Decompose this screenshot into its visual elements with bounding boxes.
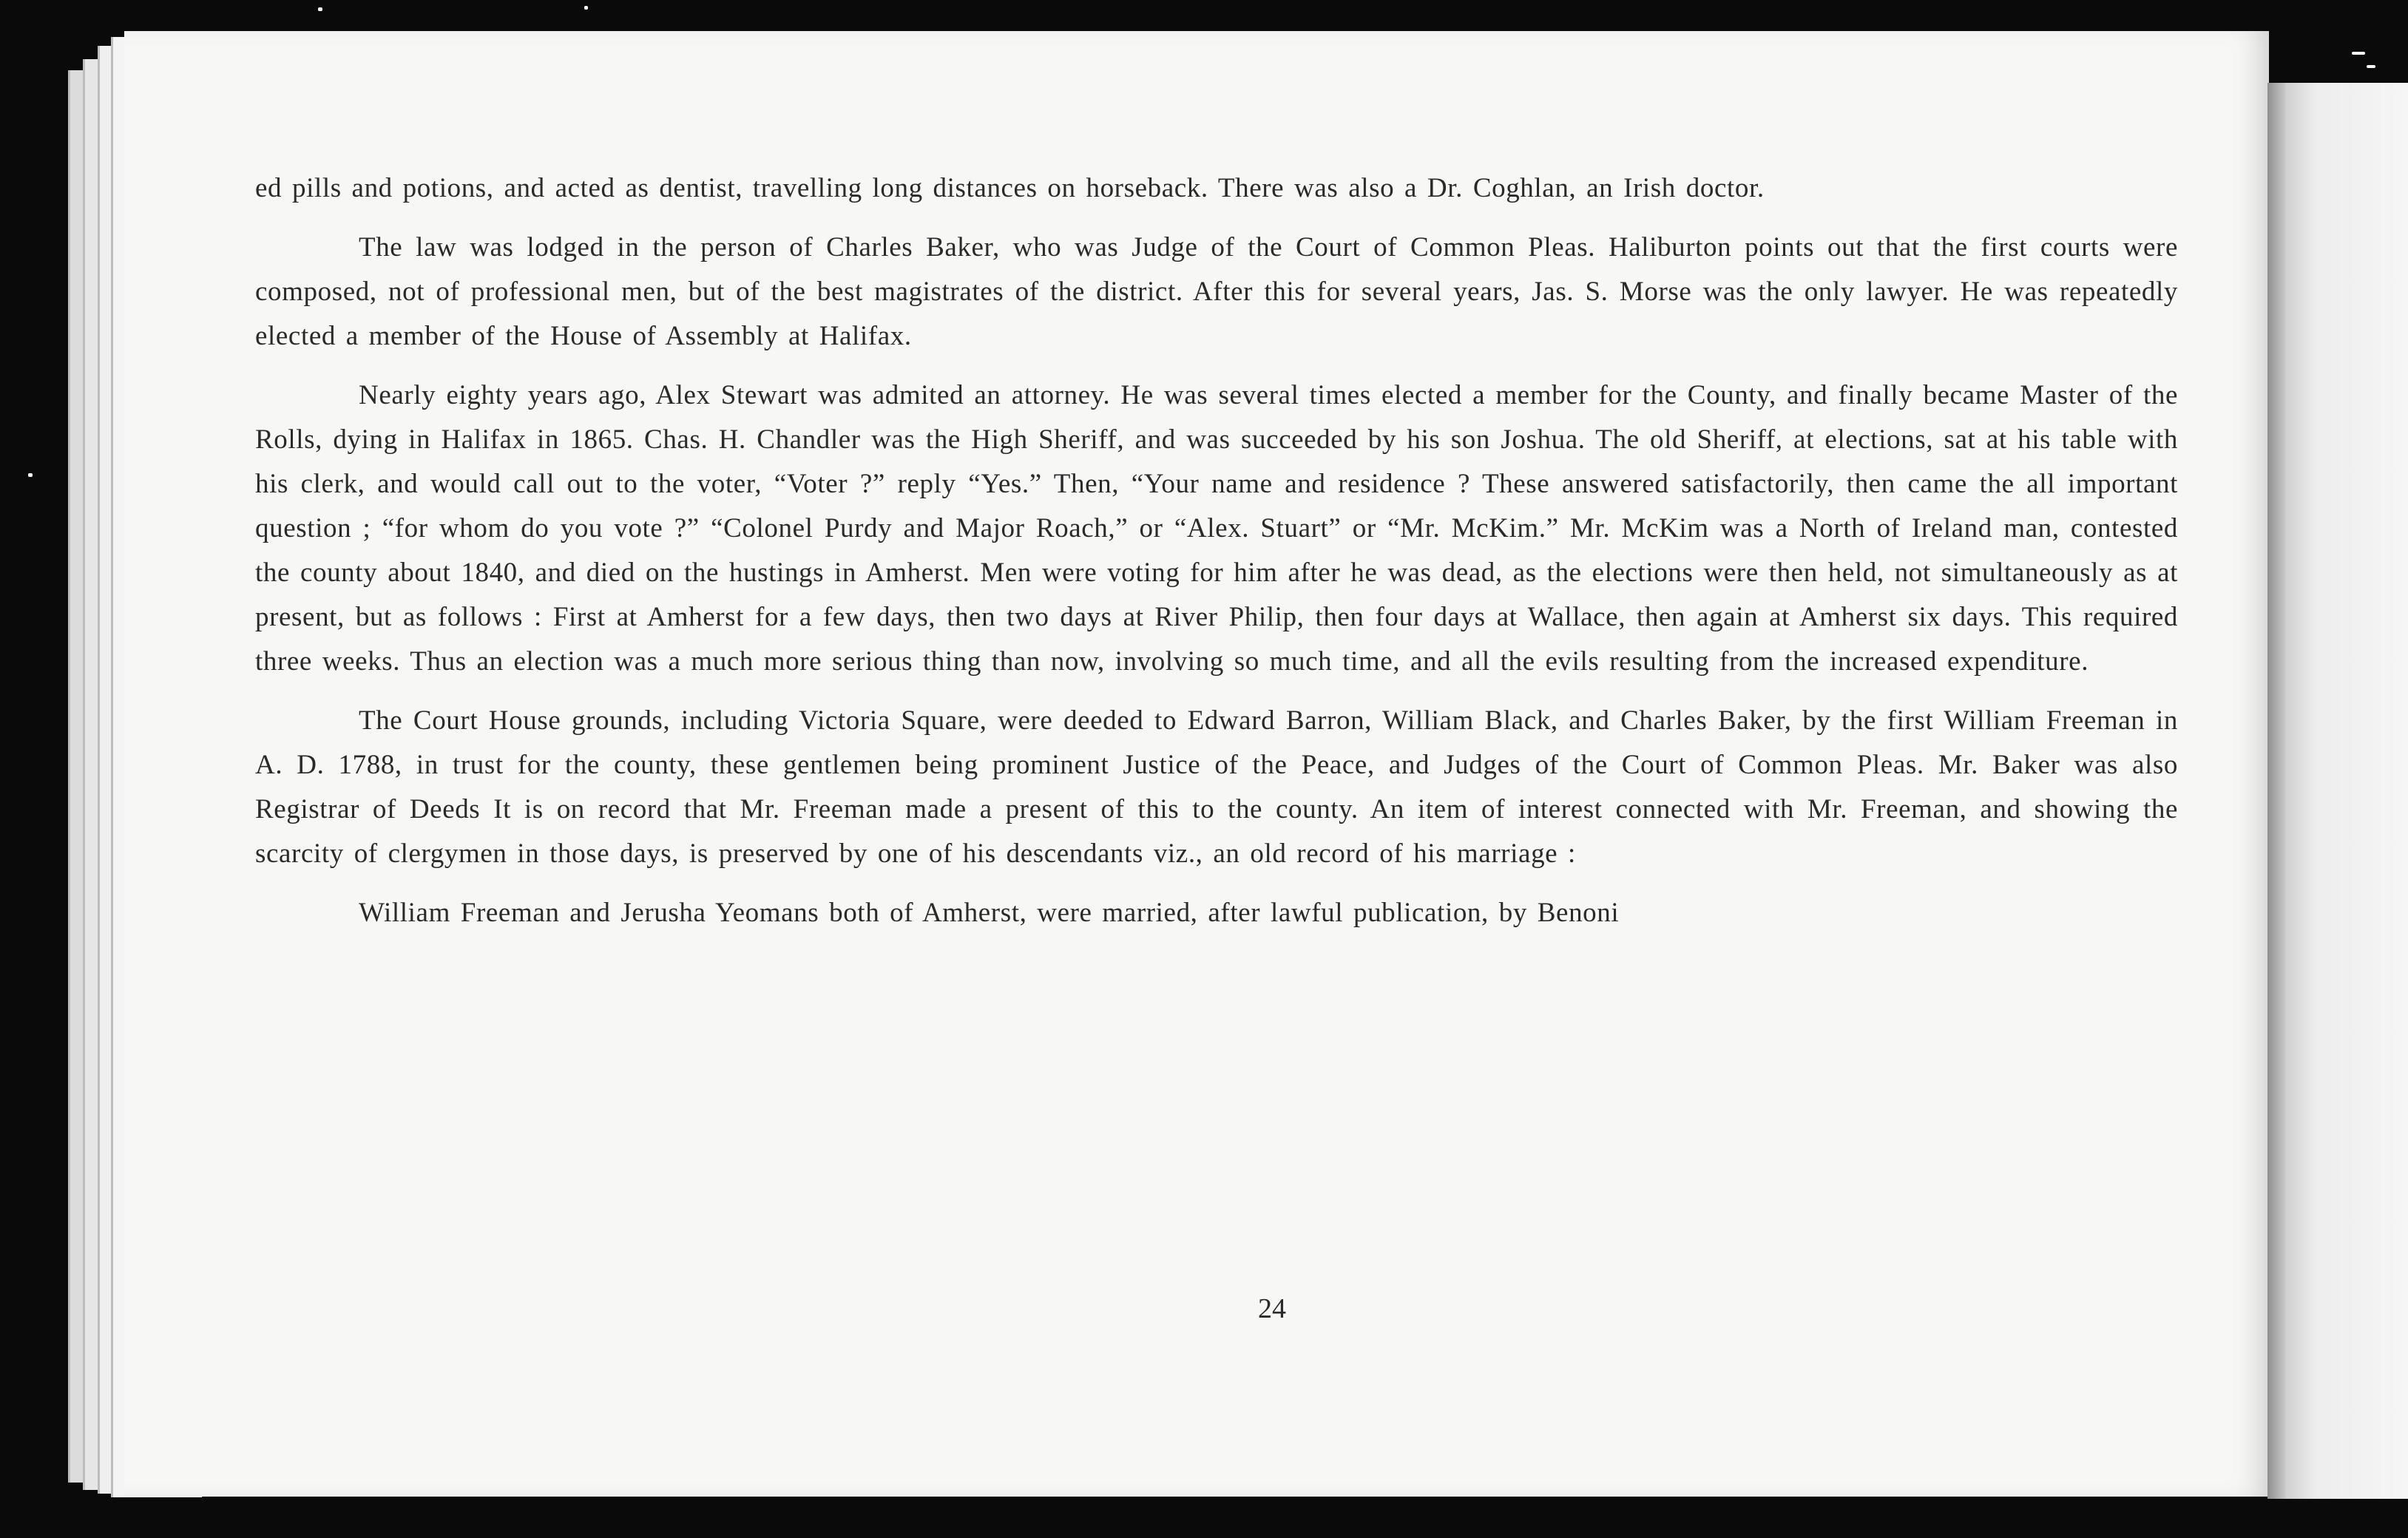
facing-page-edge bbox=[2285, 83, 2408, 1499]
scan-speck bbox=[2367, 65, 2375, 68]
scan-speck bbox=[318, 7, 322, 11]
scan-speck bbox=[28, 473, 33, 477]
book-gutter bbox=[2267, 83, 2285, 1499]
paragraph-2: The law was lodged in the person of Charles Baker, who was Judge of the Court of Common Pleas. Haliburton points out that the first courts were composed, not of professional men, but of the best magistrates of the district. After this for several years, Jas. S. Morse was the only lawyer. He was repeatedly elected a member of the House of Assembly at Halifax. bbox=[255, 232, 2178, 351]
paragraph-4: The Court House grounds, including Victoria Square, were deeded to Edward Barron, William Black, and Charles Baker, by the first William Freeman in A. D. 1788, in trust for the county, these gentlemen being prominent Justice of the Peace, and Judges of the Court of Common Pleas. Mr. Baker was also Registrar of Deeds It is on record that Mr. Freeman made a present of this to the county. An item of interest connected with Mr. Freeman, and showing the scarcity of clergymen in those days, is preserved by one of his descendants viz., an old record of his marriage : bbox=[255, 705, 2178, 869]
page-number: 24 bbox=[1258, 1293, 1286, 1324]
paragraph-3: Nearly eighty years ago, Alex Stewart was admited an attorney. He was several times elected a member for the County, and finally became Master of the Rolls, dying in Halifax in 1865. Chas. H. Chandler was the High Sheriff, and was succeeded by his son Joshua. The old Sheriff, at elections, sat at his table with his clerk, and would call out to the voter, “Voter ?” reply “Yes.” Then, “Your name and residence ? These answered satisfactorily, then came the all important question ; “for whom do you vote ?” “Colonel Purdy and Major Roach,” or “Alex. Stuart” or “Mr. McKim.” Mr. McKim was a North of Ireland man, contested the county about 1840, and died on the hustings in Amherst. Men were voting for him after he was dead, as the elections were then held, not simultaneously as at present, but as follows : First at Amherst for a few days, then two days at River Philip, then four days at Wallace, then again at Amherst six days. This required three weeks. Thus an election was a much more serious thing than now, involving so much time, and all the evils resulting from the increased expenditure. bbox=[255, 380, 2178, 677]
paragraph-5: William Freeman and Jerusha Yeomans both of Amherst, were married, after lawful publication, by Benoni bbox=[359, 898, 1620, 928]
scan-speck bbox=[584, 6, 588, 10]
scan-speck bbox=[2352, 52, 2365, 55]
paragraph-1: ed pills and potions, and acted as dentist, travelling long distances on horseback. There was also a Dr. Coghlan, an Irish doctor. bbox=[255, 173, 1765, 203]
page-body-text bbox=[255, 166, 2178, 950]
